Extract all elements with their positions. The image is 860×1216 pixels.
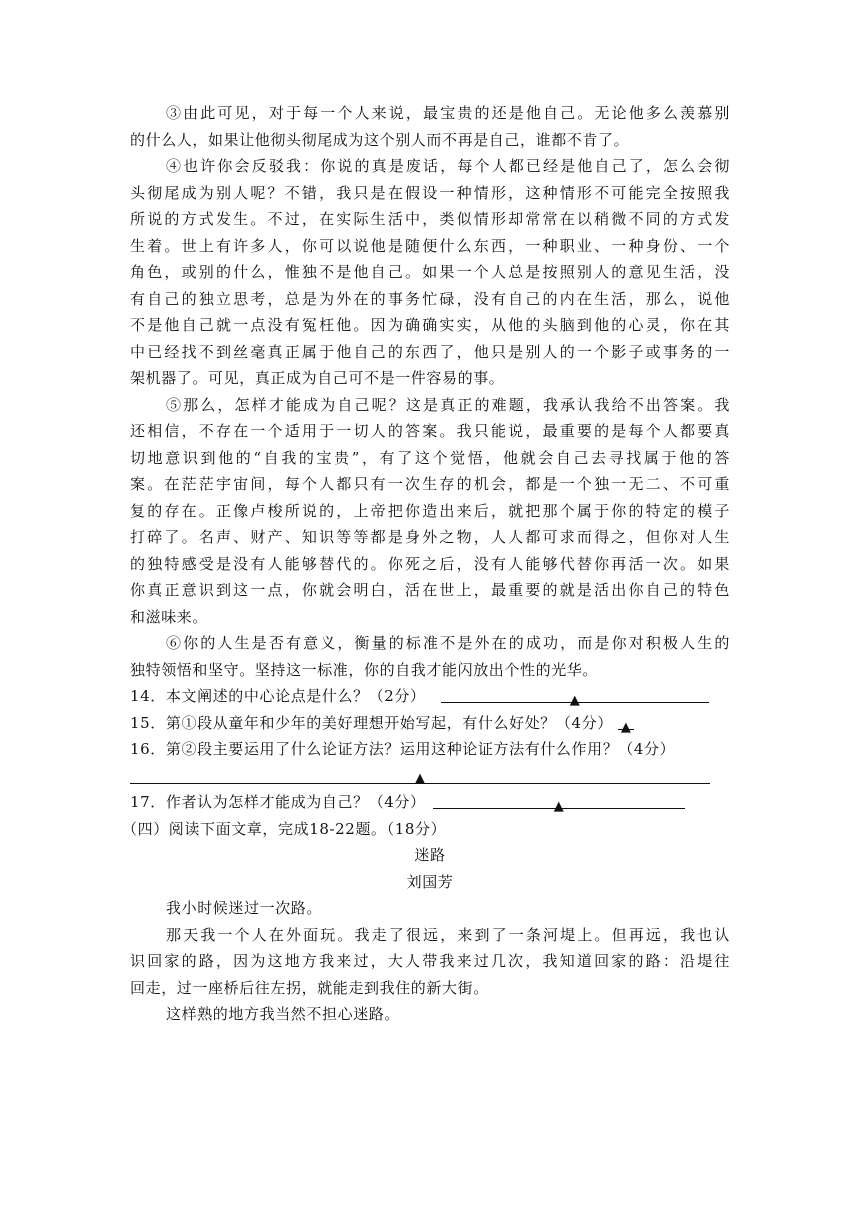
answer-blank-16[interactable] bbox=[130, 767, 710, 784]
question-17-text: 17．作者认为怎样才能成为自己？（4分） bbox=[130, 793, 426, 811]
article-title: 迷路 bbox=[414, 846, 446, 864]
answer-marker-icon: ▲ bbox=[415, 770, 425, 786]
text-line: 打碎了。名声、财产、知识等等都是身外之物，人人都可求而得之，但你对人生 bbox=[130, 528, 730, 546]
question-16-text: 16．第②段主要运用了什么论证方法？运用这种论证方法有什么作用？（4分） bbox=[130, 740, 676, 758]
text-line: 不是他自己就一点没有冤枉他。因为确确实实，从他的头脑到他的心灵，你在其 bbox=[130, 316, 730, 334]
text-line: 头彻尾成为别人呢？不错，我只是在假设一种情形，这种情形不可能完全按照我 bbox=[130, 183, 730, 202]
text-line: 架机器了。可见，真正成为自己可不是一件容易的事。 bbox=[130, 369, 505, 387]
text-line: 生着。世上有许多人，你可以说他是随便什么东西，一种职业、一种身份、一个 bbox=[130, 236, 730, 255]
paragraph-5 bbox=[130, 392, 730, 631]
text-line: 回走，过一座桥后往左拐，就能走到我住的新大街。 bbox=[130, 978, 489, 997]
text-line: 我小时候迷过一次路。 bbox=[166, 899, 323, 917]
text-line: ⑥你的人生是否有意义，衡量的标准不是外在的成功，而是你对积极人生的 bbox=[166, 634, 730, 652]
question-14-text: 14．本文阐述的中心论点是什么？（2分） bbox=[130, 687, 426, 705]
text-line: 复的存在。正像卢梭所说的，上帝把你造出来后，就把那个属于你的特定的模子 bbox=[130, 501, 730, 520]
text-line: 有自己的独立思考，总是为外在的事务忙碌，没有自己的内在生活，那么，说他 bbox=[130, 289, 730, 308]
section-heading: （四）阅读下面文章，完成18-22题。（18分） bbox=[122, 819, 447, 838]
paragraph-3 bbox=[130, 100, 730, 153]
question-16-answer-line bbox=[130, 763, 730, 790]
text-line: 识回家的路，因为这地方我来过，大人带我来过几次，我知道回家的路：沿堤往 bbox=[130, 952, 730, 970]
question-14 bbox=[130, 683, 730, 710]
article-paragraph-2 bbox=[130, 922, 730, 1002]
text-line: 独特领悟和坚守。坚持这一标准，你的自我才能闪放出个性的光华。 bbox=[130, 660, 599, 679]
text-line: ④也许你会反驳我：你说的真是废话，每个人都已经是他自己了，怎么会彻 bbox=[166, 157, 730, 175]
question-17 bbox=[130, 789, 730, 816]
text-line: 角色，或别的什么，惟独不是他自己。如果一个人总是按照别人的意见生活，没 bbox=[130, 263, 730, 281]
text-line: 中已经找不到丝毫真正属于他自己的东西了，他只是别人的一个影子或事务的一 bbox=[130, 342, 730, 361]
question-15 bbox=[130, 710, 730, 737]
article-author: 刘国芳 bbox=[406, 872, 454, 891]
text-line: 那天我一个人在外面玩。我走了很远，来到了一条河堤上。但再远，我也认 bbox=[166, 925, 730, 944]
text-line: 切地意识到他的“自我的宝贵”，有了这个觉悟，他就会自己去寻找属于他的答 bbox=[130, 448, 730, 467]
question-15-text: 15．第①段从童年和少年的美好理想开始写起，有什么好处？（4分） bbox=[130, 713, 613, 732]
answer-blank-17[interactable] bbox=[433, 792, 685, 814]
text-line: 这样熟的地方我当然不担心迷路。 bbox=[166, 1005, 401, 1023]
answer-marker-icon: ▲ bbox=[553, 799, 565, 814]
answer-marker-icon: ▲ bbox=[620, 719, 632, 735]
text-line: ⑤那么，怎样才能成为自己呢？这是真正的难题，我承认我给不出答案。我 bbox=[166, 395, 730, 414]
answer-blank-15[interactable] bbox=[618, 713, 634, 735]
text-line: 的什么人，如果让他彻头彻尾成为这个别人而不再是自己，谁都不肯了。 bbox=[130, 130, 630, 149]
text-line: 还相信，不存在一个适用于一切人的答案。我只能说，最重要的是每个人都要真 bbox=[130, 422, 730, 440]
text-line: 和滋味来。 bbox=[130, 607, 209, 626]
article-paragraph-1 bbox=[130, 895, 730, 922]
paragraph-4 bbox=[130, 153, 730, 392]
text-line: ③由此可见，对于每一个人来说，最宝贵的还是他自己。无论他多么羡慕别 bbox=[166, 104, 730, 122]
question-16 bbox=[130, 736, 730, 763]
text-line: 所说的方式发生。不过，在实际生活中，类似情形却常常在以稍微不同的方式发 bbox=[130, 210, 730, 228]
text-line: 案。在茫茫宇宙间，每个人都只有一次生存的机会，都是一个独一无二、不可重 bbox=[130, 475, 730, 493]
exam-page bbox=[122, 100, 730, 1028]
text-line: 的独特感受是没有人能够替代的。你死之后，没有人能够代替你再活一次。如果 bbox=[130, 554, 730, 573]
answer-marker-icon: ▲ bbox=[569, 693, 581, 708]
answer-blank-14[interactable] bbox=[441, 686, 709, 708]
article-paragraph-3 bbox=[130, 1001, 730, 1028]
text-line: 你真正意识到这一点，你就会明白，活在世上，最重要的就是活出你自己的特色 bbox=[130, 581, 730, 599]
paragraph-6 bbox=[130, 630, 730, 683]
